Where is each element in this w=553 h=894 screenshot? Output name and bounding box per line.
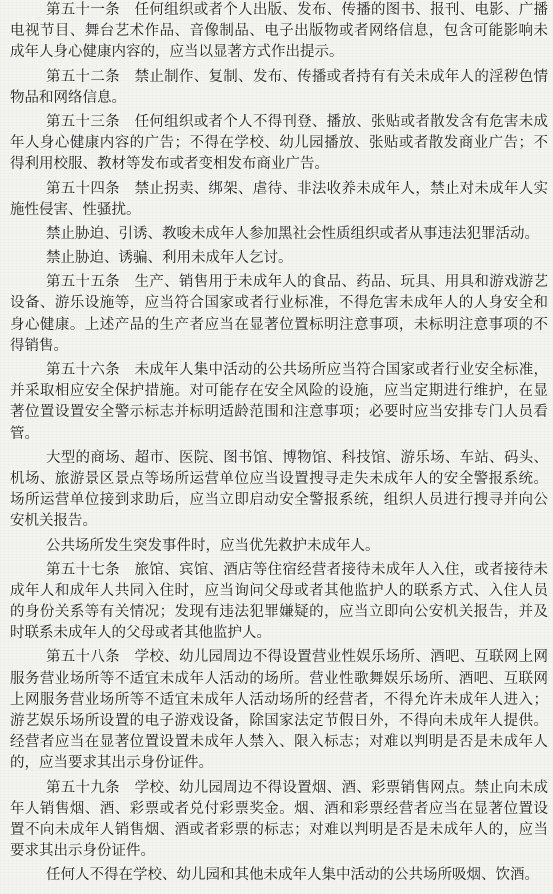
text-line: 公共场所发生突发事件时，应当优先救护未成年人。: [46, 537, 380, 554]
text-line: 物品和网络信息。: [10, 89, 126, 106]
text-line: 年人身心健康内容的广告；不得在学校、幼儿园播放、张贴或者散发商业广告；不: [10, 135, 548, 152]
text-line: 经营者应当在显著位置设置未成年人禁入、限入标志；对难以判明是否是未成年人: [10, 734, 548, 751]
text-line: 施性侵害、性骚扰。: [10, 201, 141, 218]
paragraph: [10, 67, 548, 109]
paragraph: [10, 179, 548, 221]
text-line: 服务营业场所等不适宜未成年人活动的场所。营业性歌舞娱乐场所、酒吧、互联网: [10, 670, 548, 687]
paragraph: [10, 536, 548, 557]
text-line: 第五十六条 未成年人集中活动的公共场所应当符合国家或者行业安全标准，: [46, 362, 548, 378]
text-line: 第五十八条 学校、幼儿园周边不得设置营业性娱乐场所、酒吧、互联网上网: [46, 649, 548, 666]
paragraph: [10, 560, 548, 645]
paragraph: [10, 224, 548, 245]
text-line: 第五十一条 任何组织或者个人出版、发布、传播的图书、报刊、电影、广播: [46, 2, 548, 18]
text-line: 禁止胁迫、诱骗、利用未成年人乞讨。: [46, 250, 293, 267]
text-line: 成年人和成年人共同入住时，应当询问父母或者其他监护人的联系方式、入住人员: [10, 582, 548, 599]
text-line: 禁止胁迫、引诱、教唆未成年人参加黑社会性质组织或者从事违法犯罪活动。: [46, 225, 539, 242]
text-line: 设备、游乐设施等，应当符合国家或者行业标准，不得危害未成年人的人身安全和: [10, 295, 548, 312]
text-line: 身心健康。上述产品的生产者应当在显著位置标明注意事项，未标明注意事项的不: [10, 316, 548, 333]
text-line: 第五十二条 禁止制作、复制、发布、传播或者持有有关未成年人的淫秽色情: [46, 68, 548, 85]
text-line: 著位置设置安全警示标志并标明适龄范围和注意事项；必要时应当安排专门人员看: [10, 404, 548, 421]
text-line: 置不向未成年人销售烟、酒或者彩票的标志；对难以判明是否是未成年人的，应当: [10, 821, 548, 838]
text-line: 得利用校服、教材等发布或者变相发布商业广告。: [10, 156, 329, 173]
text-line: 第五十七条 旅馆、宾馆、酒店等住宿经营者接待未成年人入住，或者接待未: [46, 561, 548, 578]
text-line: 得销售。: [10, 337, 68, 354]
paragraph: [10, 865, 548, 886]
text-line: 并采取相应安全保护措施。对可能存在安全风险的设施，应当定期进行维护，在显: [10, 383, 548, 400]
paragraph: [10, 0, 548, 64]
paragraph: [10, 448, 548, 533]
text-line: 电视节目、舞台艺术作品、音像制品、电子出版物或者网络信息，包含可能影响未: [10, 23, 548, 40]
text-line: 第五十五条 生产、销售用于未成年人的食品、药品、玩具、用具和游戏游艺: [46, 274, 548, 291]
text-line: 的，应当要求其出示身份证件。: [10, 755, 213, 772]
text-line: 成年人身心健康内容的，应当以显著方式作出提示。: [10, 44, 344, 61]
text-line: 年人销售烟、酒、彩票或者兑付彩票奖金。烟、酒和彩票经营者应当在显著位置设: [10, 800, 548, 817]
paragraph: [10, 248, 548, 269]
text-line: 场所运营单位接到求助后，应当立即启动安全警报系统，组织人员进行搜寻并向公: [10, 492, 548, 509]
text-line: 大型的商场、超市、医院、图书馆、博物馆、科技馆、游乐场、车站、码头、: [46, 449, 548, 466]
text-line: 游艺娱乐场所设置的电子游戏设备，除国家法定节假日外，不得向未成年人提供。: [10, 713, 548, 729]
text-line: 第五十三条 任何组织或者个人不得刊登、播放、张贴或者散发含有危害未成: [46, 113, 548, 130]
text-line: 时联系未成年人的父母或者其他监护人。: [10, 625, 271, 642]
text-line: 安机关报告。: [10, 513, 97, 530]
text-line: 任何人不得在学校、幼儿园和其他未成年人集中活动的公共场所吸烟、饮酒。: [46, 867, 539, 884]
paragraph: [10, 360, 548, 445]
text-line: 管。: [10, 425, 39, 442]
paragraph: [10, 112, 548, 176]
paragraph: [10, 778, 548, 863]
text-line: 的身份关系等有关情况；发现有违法犯罪嫌疑的，应当立即向公安机关报告，并及: [10, 604, 548, 621]
text-line: 上网服务营业场所等不适宜未成年人活动场所的经营者，不得允许未成年人进入；: [10, 691, 548, 708]
paragraph: [10, 647, 548, 774]
text-line: 第五十九条 学校、幼儿园周边不得设置烟、酒、彩票销售网点。禁止向未成: [46, 779, 548, 796]
text-line: 要求其出示身份证件。: [10, 843, 155, 860]
paragraph: [10, 272, 548, 357]
text-line: 第五十四条 禁止拐卖、绑架、虐待、非法收养未成年人，禁止对未成年人实: [46, 180, 548, 197]
text-line: 机场、旅游景区景点等场所运营单位应当设置搜寻走失未成年人的安全警报系统。: [10, 470, 548, 487]
